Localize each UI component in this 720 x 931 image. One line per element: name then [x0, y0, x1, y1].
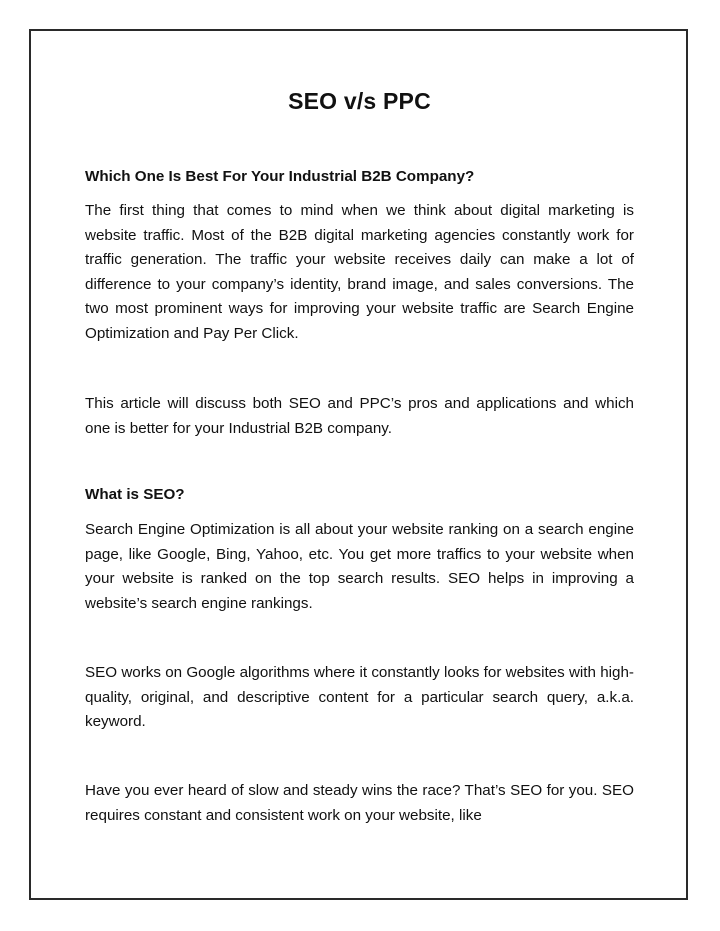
paragraph: Have you ever heard of slow and steady wins the race? That’s SEO for you. SEO requires constant and consistent work on your website, like: [85, 782, 634, 824]
paragraph: SEO works on Google algorithms where it constantly looks for websites with high-quality, original, and descriptive content for a particular search query, a.k.a. keyword.: [85, 664, 634, 731]
section-heading: What is SEO?: [85, 486, 185, 503]
paragraph: This article will discuss both SEO and PPC’s pros and applications and which one is better for your Industrial B2B company.: [85, 395, 634, 437]
paragraph: The first thing that comes to mind when we think about digital marketing is website traffic. Most of the B2B digital marketing agencies constantly work for traffic generation. The traffic your website receives daily can make a lot of difference to your company’s identity, brand image, and sales conversions. The two most prominent ways for improving your website traffic are Search Engine Optimization and Pay Per Click.: [85, 202, 634, 342]
document-title: SEO v/s PPC: [288, 88, 431, 114]
paragraph: Search Engine Optimization is all about your website ranking on a search engine page, like Google, Bing, Yahoo, etc. You get more traffics to your website when your website is ranked on the top search results. SEO helps in improving a website’s search engine rankings.: [85, 521, 634, 612]
document-page: [29, 29, 688, 900]
section-heading: Which One Is Best For Your Industrial B2B Company?: [85, 168, 475, 185]
